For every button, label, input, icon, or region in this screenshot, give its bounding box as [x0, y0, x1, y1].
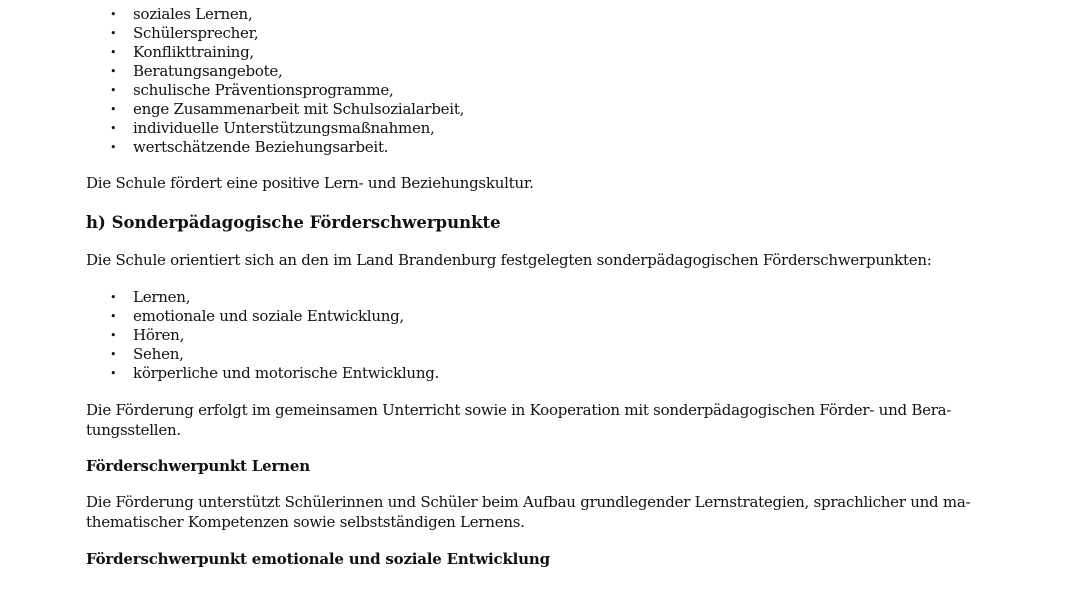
list-item: • Beratungsangebote, [110, 62, 283, 80]
bullet-icon: • [110, 291, 117, 304]
section-title: Sonderpädagogische Förderschwerpunkte [111, 213, 501, 232]
bullet-icon: • [110, 46, 117, 59]
bullet-icon: • [110, 103, 117, 116]
paragraph-line: Die Förderung unterstützt Schülerinnen und Schüler beim Aufbau grundlegender Lernstrategien, sprachlicher und ma- [86, 493, 971, 511]
paragraph-orientation: Die Schule orientiert sich an den im Land Brandenburg festgelegten sonderpädagogischen Förderschwerpunkten: [86, 251, 932, 269]
measures-list [86, 5, 464, 157]
list-item: • schulische Präventionsprogramme, [110, 81, 394, 99]
list-item: • Schülersprecher, [110, 24, 259, 42]
section-heading [86, 212, 501, 234]
list-item: • emotionale und soziale Entwicklung, [110, 307, 405, 325]
bullet-icon: • [110, 310, 117, 323]
bullet-icon: • [110, 84, 117, 97]
bullet-icon: • [110, 329, 117, 342]
list-item: • soziales Lernen, [110, 5, 253, 23]
subheading-learning: Förderschwerpunkt Lernen [86, 457, 310, 475]
list-item: • Hören, [110, 326, 185, 344]
list-item: • enge Zusammenarbeit mit Schulsozialarbeit, [110, 100, 465, 118]
list-item: • Konflikttraining, [110, 43, 254, 61]
paragraph-learning-support [86, 493, 970, 532]
subheading-emotional-social: Förderschwerpunkt emotionale und soziale Entwicklung [86, 550, 550, 568]
bullet-icon: • [110, 348, 117, 361]
paragraph-line: tungsstellen. [86, 420, 181, 439]
list-item: • wertschätzende Beziehungsarbeit. [110, 138, 389, 156]
bullet-icon: • [110, 27, 117, 40]
bullet-icon: • [110, 141, 117, 154]
list-item: • individuelle Unterstützungsmaßnahmen, [110, 119, 435, 137]
list-item: • Lernen, [110, 288, 191, 306]
paragraph-learning-culture: Die Schule fördert eine positive Lern- und Beziehungskultur. [86, 174, 534, 192]
bullet-icon: • [110, 367, 117, 380]
bullet-icon: • [110, 122, 117, 135]
paragraph-cooperation [86, 401, 951, 440]
list-item: • Sehen, [110, 345, 184, 363]
list-item: • körperliche und motorische Entwicklung. [110, 364, 440, 382]
section-label: h) [86, 213, 106, 232]
bullet-icon: • [110, 8, 117, 21]
paragraph-line: thematischer Kompetenzen sowie selbstständigen Lernens. [86, 512, 525, 531]
bullet-icon: • [110, 65, 117, 78]
paragraph-line: Die Förderung erfolgt im gemeinsamen Unterricht sowie in Kooperation mit sonderpädagogischen Förder- und Bera- [86, 401, 952, 419]
focus-areas-list [86, 288, 439, 383]
